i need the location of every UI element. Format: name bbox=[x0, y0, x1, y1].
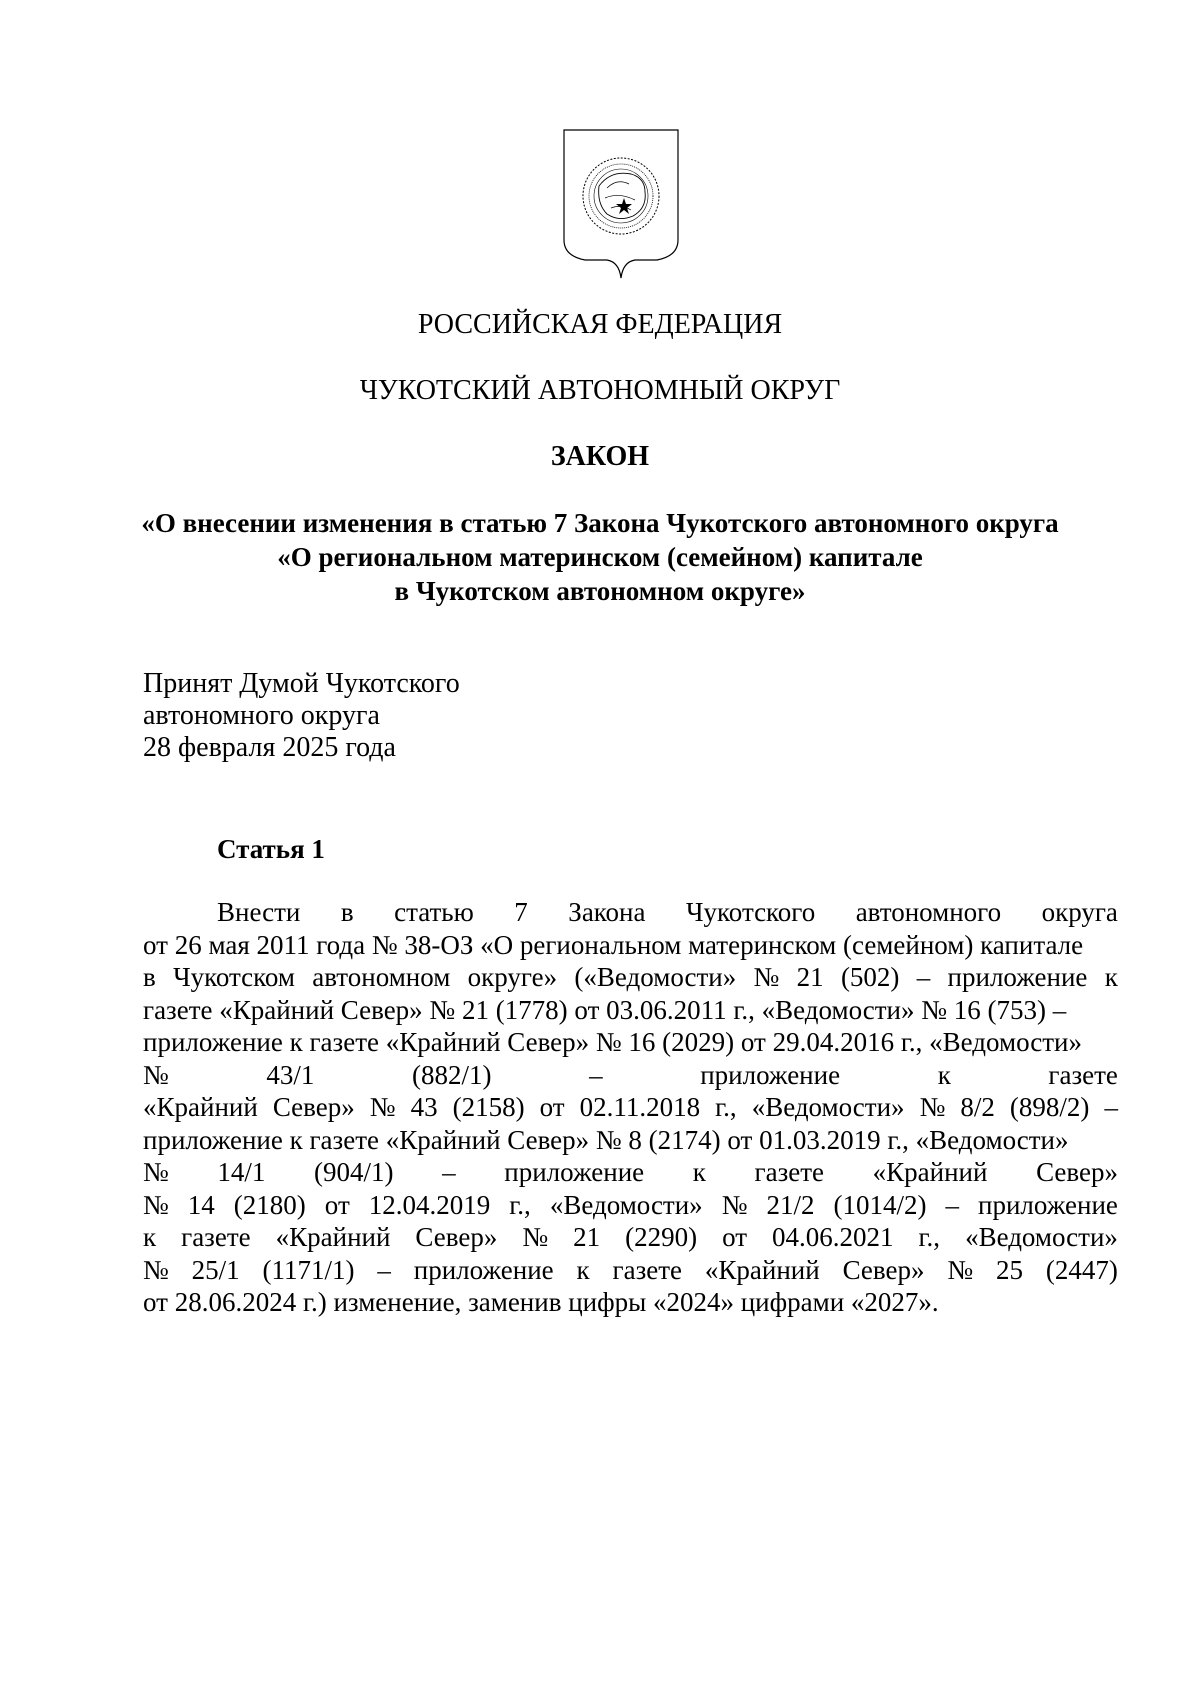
line-segment: № bbox=[143, 1059, 169, 1090]
line-segment: (502) bbox=[840, 962, 900, 992]
law-title bbox=[0, 506, 1200, 608]
line-segment: от 28.06.2024 г.) изменение, заменив цифры «2024» цифрами «2027». bbox=[143, 1287, 939, 1317]
line-segment: приложение к газете «Крайний Север» № 8 (2174) от 01.03.2019 г., «Ведомости» bbox=[143, 1124, 1069, 1155]
document-type: ЗАКОН bbox=[550, 441, 650, 472]
paragraph-line bbox=[143, 961, 1118, 994]
line-segment: г., bbox=[509, 1189, 531, 1220]
line-segment: 7 bbox=[514, 897, 528, 927]
line-segment: (904/1) bbox=[314, 1157, 394, 1187]
line-segment: («Ведомости» bbox=[574, 962, 737, 992]
line-segment: к bbox=[143, 1222, 157, 1252]
line-segment: к bbox=[576, 1254, 590, 1285]
adoption-line: Принят Думой Чукотского bbox=[143, 668, 460, 699]
line-segment: «Ведомости» bbox=[549, 1189, 703, 1220]
law-title-line: «О региональном материнском (семейном) капитале bbox=[277, 542, 923, 572]
line-segment: приложение bbox=[978, 1189, 1118, 1220]
line-segment: «Крайний bbox=[704, 1254, 820, 1285]
line-segment: к bbox=[692, 1157, 706, 1187]
line-segment: 02.11.2018 bbox=[579, 1092, 701, 1122]
line-segment: от 26 мая 2011 года № 38-ОЗ «О региональном материнском (семейном) капитале bbox=[143, 929, 1084, 960]
line-segment: 21/2 bbox=[766, 1189, 815, 1220]
line-segment: Север» bbox=[415, 1222, 498, 1252]
paragraph-line bbox=[143, 1189, 1118, 1222]
line-segment: № bbox=[753, 962, 780, 992]
line-segment: – bbox=[377, 1254, 391, 1285]
line-segment: автономного bbox=[855, 897, 1002, 927]
line-segment: – bbox=[1104, 1092, 1118, 1122]
line-segment: № bbox=[721, 1189, 748, 1220]
line-segment: 25 bbox=[995, 1254, 1023, 1285]
line-segment: в bbox=[143, 962, 156, 992]
line-segment: приложение bbox=[700, 1059, 841, 1090]
line-segment: Чукотском bbox=[173, 962, 295, 992]
line-segment: Север» bbox=[842, 1254, 925, 1285]
line-segment: 25/1 bbox=[191, 1254, 240, 1285]
line-segment: статью bbox=[394, 897, 474, 927]
line-segment: округа bbox=[1041, 897, 1118, 927]
adoption-date: 28 февраля 2025 года bbox=[143, 732, 396, 763]
line-segment: газете bbox=[612, 1254, 683, 1285]
paragraph-line bbox=[143, 994, 1118, 1027]
law-title-line: «О внесении изменения в статью 7 Закона Чукотского автономного округа bbox=[141, 508, 1059, 538]
line-segment: Закона bbox=[568, 897, 646, 927]
line-segment: в bbox=[340, 897, 354, 927]
paragraph-line bbox=[143, 1026, 1118, 1059]
coat-of-arms-icon bbox=[561, 128, 681, 280]
line-segment: приложение к газете «Крайний Север» № 16 (2029) от 29.04.2016 г., «Ведомости» bbox=[143, 1027, 1082, 1057]
line-segment: № bbox=[143, 1189, 169, 1220]
article-heading: Статья 1 bbox=[217, 834, 325, 864]
line-segment: 04.06.2021 bbox=[772, 1222, 894, 1252]
line-segment: Север» bbox=[272, 1092, 355, 1122]
line-segment: – bbox=[589, 1059, 603, 1090]
article-body bbox=[143, 896, 1118, 1319]
line-segment: «Крайний bbox=[872, 1157, 988, 1187]
line-segment: (2158) bbox=[452, 1092, 525, 1122]
line-segment: приложение bbox=[947, 962, 1088, 992]
line-segment: 43/1 bbox=[266, 1059, 315, 1090]
line-segment: (882/1) bbox=[412, 1059, 492, 1090]
line-segment: округе» bbox=[467, 962, 558, 992]
paragraph-line bbox=[143, 1124, 1118, 1157]
line-segment: 21 bbox=[573, 1222, 601, 1252]
line-segment: № bbox=[143, 1254, 169, 1285]
line-segment: (2180) bbox=[233, 1189, 306, 1220]
law-title-line: в Чукотском автономном округе» bbox=[394, 576, 806, 606]
line-segment: «Крайний bbox=[275, 1222, 391, 1252]
paragraph-line bbox=[217, 896, 1118, 929]
header-country: РОССИЙСКАЯ ФЕДЕРАЦИЯ bbox=[417, 309, 783, 340]
line-segment: газете «Крайний Север» № 21 (1778) от 03.06.2011 г., «Ведомости» № 16 (753) – bbox=[143, 994, 1067, 1025]
line-segment: газете bbox=[754, 1157, 825, 1187]
adoption-line: автономного округа bbox=[143, 700, 380, 731]
line-segment: № bbox=[919, 1092, 946, 1122]
line-segment: (2447) bbox=[1045, 1254, 1118, 1285]
paragraph-line bbox=[143, 1059, 1118, 1092]
line-segment: г., bbox=[715, 1092, 737, 1122]
line-segment: (1171/1) bbox=[262, 1254, 355, 1285]
line-segment: 14/1 bbox=[217, 1157, 266, 1187]
line-segment: приложение bbox=[413, 1254, 554, 1285]
line-segment: 43 bbox=[410, 1092, 438, 1122]
line-segment: газете bbox=[181, 1222, 251, 1252]
paragraph-line bbox=[143, 1254, 1118, 1287]
line-segment: от bbox=[722, 1222, 748, 1252]
line-segment: (2290) bbox=[625, 1222, 698, 1252]
line-segment: Север» bbox=[1036, 1157, 1118, 1187]
paragraph-line bbox=[143, 1286, 1118, 1319]
line-segment: Чукотского bbox=[686, 897, 816, 927]
line-segment: 12.04.2019 bbox=[368, 1189, 491, 1220]
line-segment: № bbox=[143, 1157, 169, 1187]
line-segment: газете bbox=[1048, 1059, 1118, 1090]
line-segment: № bbox=[369, 1092, 396, 1122]
line-segment: Внести bbox=[217, 897, 301, 927]
paragraph-line bbox=[143, 1156, 1118, 1189]
line-segment: г., bbox=[918, 1222, 941, 1252]
paragraph-line bbox=[143, 929, 1118, 962]
adoption-info bbox=[143, 668, 460, 764]
line-segment: № bbox=[947, 1254, 974, 1285]
line-segment: 8/2 bbox=[960, 1092, 995, 1122]
line-segment: к bbox=[1104, 962, 1118, 992]
line-segment: приложение bbox=[504, 1157, 645, 1187]
line-segment: (898/2) bbox=[1009, 1092, 1090, 1122]
line-segment: 21 bbox=[796, 962, 824, 992]
line-segment: – bbox=[442, 1157, 456, 1187]
line-segment: № bbox=[522, 1222, 549, 1252]
line-segment: от bbox=[324, 1189, 350, 1220]
header-region: ЧУКОТСКИЙ АВТОНОМНЫЙ ОКРУГ bbox=[359, 375, 841, 406]
line-segment: «Ведомости» bbox=[965, 1222, 1118, 1252]
line-segment: «Крайний bbox=[143, 1092, 258, 1122]
line-segment: 14 bbox=[187, 1189, 215, 1220]
line-segment: (1014/2) bbox=[833, 1189, 927, 1220]
line-segment: «Ведомости» bbox=[751, 1092, 905, 1122]
line-segment: – bbox=[916, 962, 931, 992]
line-segment: автономном bbox=[312, 962, 451, 992]
line-segment: – bbox=[945, 1189, 960, 1220]
paragraph-line bbox=[143, 1221, 1118, 1254]
line-segment: от bbox=[539, 1092, 565, 1122]
line-segment: к bbox=[937, 1059, 951, 1090]
paragraph-line bbox=[143, 1091, 1118, 1124]
